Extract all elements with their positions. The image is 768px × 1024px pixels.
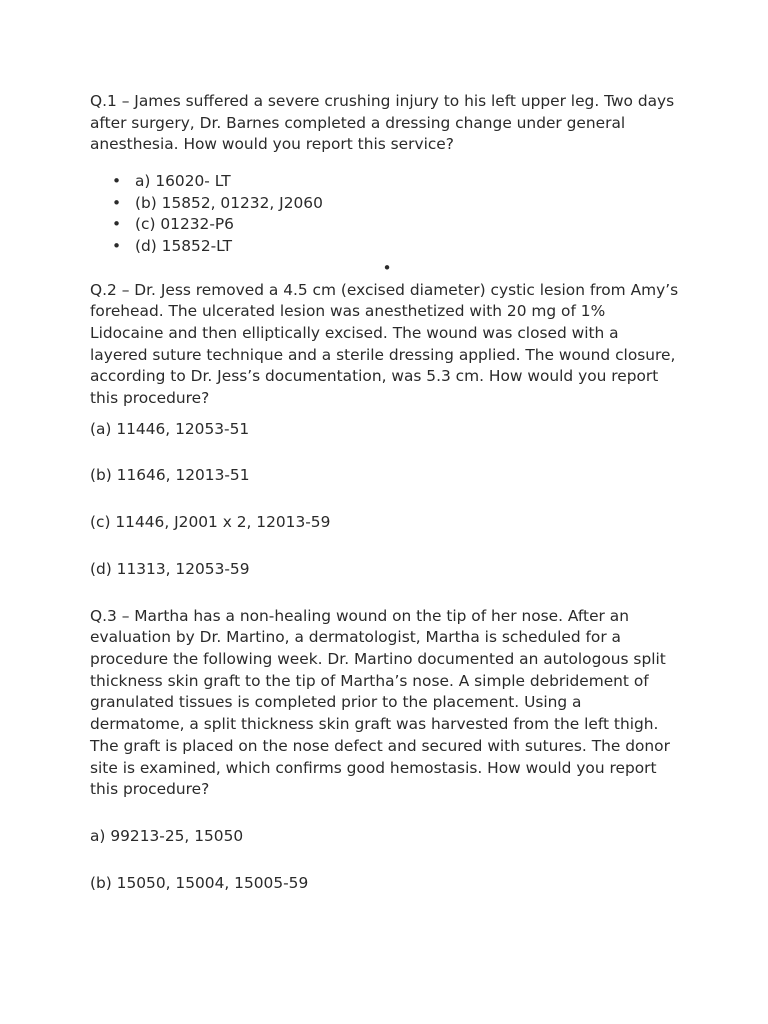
- question-3-text: Q.3 – Martha has a non-healing wound on the tip of her nose. After an evaluation by Dr. Martino, a dermatologist, Martha is scheduled for a procedure the following week. Dr. Martino documented an autologous split thickness skin graft to the tip of Martha’s nose. A simple debridement of granulated tissues is completed prior to the placement. Using a dermatome, a split thickness skin graft was harvested from the left thigh. The graft is placed on the nose defect and secured with sutures. The donor site is examined, which confirms good hemostasis. How would you report this procedure?: [90, 606, 670, 799]
- question-2-option-a: (a) 11446, 12053-51: [90, 419, 250, 438]
- list-item: [90, 236, 680, 258]
- question-1-options: [90, 171, 680, 258]
- option-label: (b) 15852, 01232, J2060: [135, 193, 323, 212]
- question-3-option-a: a) 99213-25, 15050: [90, 826, 244, 845]
- question-1-text: Q.1 – James suffered a severe crushing injury to his left upper leg. Two days after surgery, Dr. Barnes completed a dressing change under general anesthesia. How would you report this service?: [90, 92, 675, 154]
- list-item: [90, 171, 680, 193]
- question-2-option-d: (d) 11313, 12053-59: [90, 559, 250, 578]
- option-label: (d) 15852-LT: [135, 237, 233, 256]
- document-page: [90, 91, 680, 919]
- list-item: [90, 214, 680, 236]
- bullet-icon: •: [112, 237, 122, 256]
- question-2-option-b: (b) 11646, 12013-51: [90, 466, 250, 485]
- bullet-icon: •: [112, 193, 122, 212]
- list-item: [90, 193, 680, 215]
- bullet-icon: •: [112, 215, 122, 234]
- bullet-icon: •: [112, 172, 122, 191]
- question-2-text: Q.2 – Dr. Jess removed a 4.5 cm (excised diameter) cystic lesion from Amy’s forehead. The ulcerated lesion was anesthetized with 20 mg of 1% Lidocaine and then elliptically excised. The wound was closed with a layered suture technique and a sterile dressing applied. The wound closure, according to Dr. Jess’s documentation, was 5.3 cm. How would you report this procedure?: [90, 280, 679, 408]
- question-2-option-c: (c) 11446, J2001 x 2, 12013-59: [90, 513, 331, 532]
- option-label: a) 16020- LT: [135, 172, 231, 191]
- bullet-icon: •: [382, 258, 392, 277]
- question-3-option-b: (b) 15050, 15004, 15005-59: [90, 873, 309, 892]
- option-label: (c) 01232-P6: [135, 215, 234, 234]
- empty-list-item: [90, 258, 680, 280]
